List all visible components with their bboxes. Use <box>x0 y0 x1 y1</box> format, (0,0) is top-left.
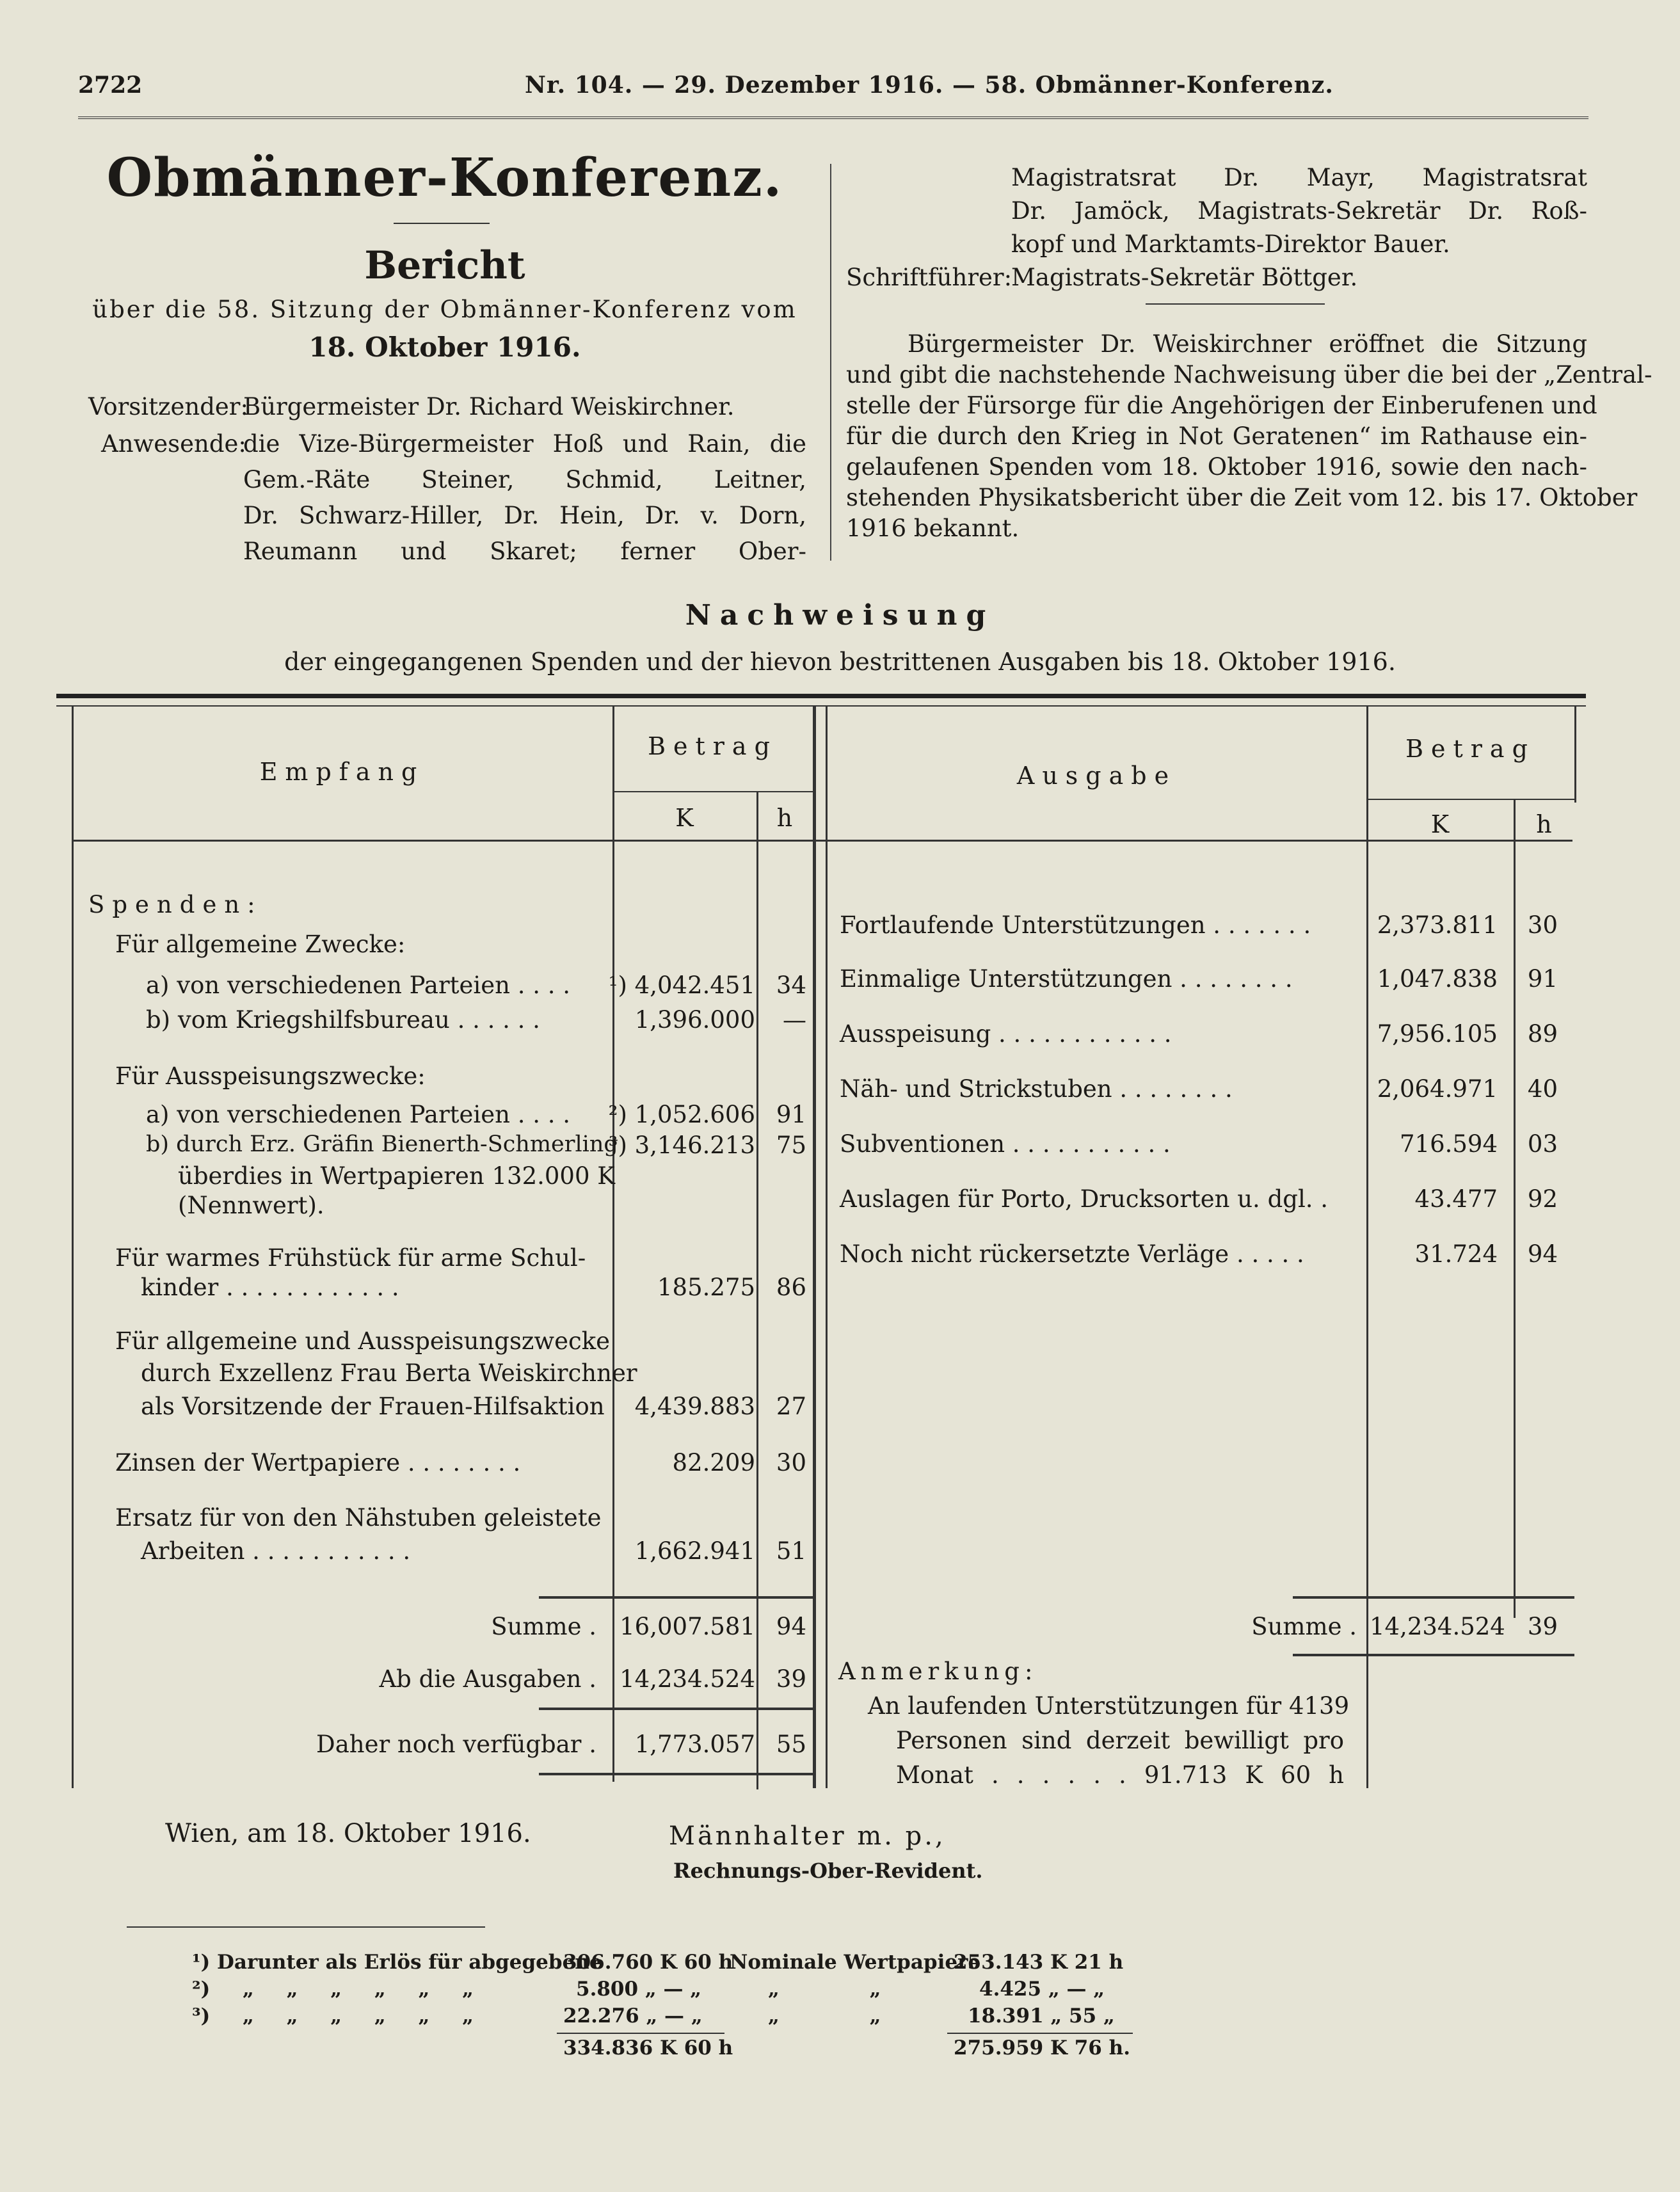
income-k: ²) 1,052.606 <box>608 1101 755 1128</box>
expense-item: Einmalige Unterstützungen . . . . . . . . <box>840 965 1293 993</box>
income-k: 1,396.000 <box>634 1006 755 1034</box>
income-item: durch Exzellenz Frau Berta Weiskirchner <box>141 1359 637 1387</box>
center-double-rule <box>813 707 816 1788</box>
report-subtitle: über die 58. Sitzung der Obmänner-Konferenz vom <box>92 296 797 323</box>
income-item: überdies in Wertpapieren 132.000 K <box>178 1162 615 1190</box>
present-line: die Vize-Bürgermeister Hoß und Rain, die <box>243 430 806 458</box>
available-rule <box>539 1708 813 1710</box>
note-line: Monat . . . . . . 91.713 K 60 h <box>896 1761 1344 1789</box>
income-item: b) vom Kriegshilfsbureau . . . . . . <box>146 1006 540 1034</box>
income-item: Für Ausspeisungszwecke: <box>115 1062 426 1090</box>
income-h: 91 <box>776 1101 806 1128</box>
expense-k: 2,373.811 <box>1377 911 1498 939</box>
note-label: Anmerkung: <box>838 1658 1038 1685</box>
col-h-header: h <box>776 804 793 832</box>
income-item: Ersatz für von den Nähstuben geleistete <box>115 1504 602 1532</box>
table-right-border <box>1574 707 1576 803</box>
expense-k: 43.477 <box>1414 1185 1498 1213</box>
present-cont-line: kopf und Marktamts-Direktor Bauer. <box>1011 230 1450 258</box>
col-k-header: K <box>675 804 694 832</box>
income-k: 4,439.883 <box>634 1393 755 1420</box>
income-sum-h: 94 <box>776 1613 806 1640</box>
title-rule <box>394 223 490 224</box>
income-item: Für allgemeine Zwecke: <box>115 931 406 958</box>
expense-item: Auslagen für Porto, Drucksorten u. dgl. . <box>840 1185 1329 1213</box>
expense-k: 2,064.971 <box>1377 1075 1498 1103</box>
running-head: Nr. 104. — 29. Dezember 1916. — 58. Obmänner-Konferenz. <box>525 72 1334 99</box>
available-label: Daher noch verfügbar . <box>316 1731 596 1758</box>
less-expenses-h: 39 <box>776 1665 806 1693</box>
available-h: 55 <box>776 1731 806 1758</box>
footnote-nominal: 22.276 „ — „ <box>563 2004 703 2028</box>
income-item: a) von verschiedenen Parteien . . . . <box>146 1101 571 1128</box>
income-h: 34 <box>776 972 806 999</box>
expense-sum-k: 14,234.524 <box>1370 1613 1505 1640</box>
statement-subtitle: der eingegangenen Spenden und der hievon bestrittenen Ausgaben bis 18. Oktober 1916. <box>284 648 1396 676</box>
col-rule-k-right <box>1366 707 1368 1788</box>
present-label: Anwesende: <box>101 430 246 458</box>
income-k: 185.275 <box>657 1274 755 1301</box>
income-h: 75 <box>776 1132 806 1159</box>
intro-line: 1916 bekannt. <box>846 515 1020 542</box>
present-line: Reumann und Skaret; ferner Ober- <box>243 538 806 565</box>
expense-item: Fortlaufende Unterstützungen . . . . . . . <box>840 911 1311 939</box>
expense-h: 94 <box>1527 1240 1558 1268</box>
sum-rule <box>539 1596 813 1599</box>
table-left-border <box>72 707 74 1788</box>
expense-item: Subventionen . . . . . . . . . . . <box>840 1130 1171 1158</box>
statement-title: Nachweisung <box>685 599 995 632</box>
amount-subrule-right <box>1366 799 1574 800</box>
expense-sum-h: 39 <box>1527 1613 1558 1640</box>
col-k-header-right: K <box>1430 810 1450 838</box>
amount-subrule <box>612 791 813 792</box>
footnote-total-rule <box>557 2033 724 2034</box>
header-bottom-rule <box>72 840 1572 842</box>
expense-h: 89 <box>1527 1020 1558 1048</box>
chair-label: Vorsitzender: <box>88 393 248 420</box>
footnote-label: ²) „ „ „ „ „ „ <box>192 1978 474 2001</box>
intro-line: stehenden Physikatsbericht über die Zeit vom 12. bis 17. Oktober <box>846 484 1638 511</box>
report-heading: Bericht <box>364 243 525 288</box>
intro-line: und gibt die nachstehende Nachweisung über die bei der „Zentral- <box>846 361 1652 388</box>
expense-h: 03 <box>1527 1130 1558 1158</box>
page-title: Obmänner-Konferenz. <box>106 147 783 209</box>
expense-item: Ausspeisung . . . . . . . . . . . . <box>840 1020 1172 1048</box>
expense-header: Ausgabe <box>1016 762 1177 790</box>
table-top-rule-inner <box>56 705 1586 707</box>
intro-line: Bürgermeister Dr. Weiskirchner eröffnet die Sitzung <box>908 330 1587 358</box>
available-k: 1,773.057 <box>634 1731 755 1758</box>
less-expenses-k: 14,234.524 <box>620 1665 755 1693</box>
expense-sum-label: Summe . <box>1251 1613 1357 1640</box>
expense-h: 91 <box>1527 965 1558 993</box>
report-date: 18. Oktober 1916. <box>308 332 581 363</box>
expense-item: Noch nicht rückersetzte Verläge . . . . . <box>840 1240 1304 1268</box>
income-sum-k: 16,007.581 <box>620 1613 755 1640</box>
income-k: 82.209 <box>672 1449 755 1476</box>
footnote-value: 4.425 „ — „ <box>979 1978 1105 2001</box>
expense-k: 716.594 <box>1399 1130 1498 1158</box>
expense-h: 92 <box>1527 1185 1558 1213</box>
available-bottom-rule <box>539 1773 813 1775</box>
note-line: Personen sind derzeit bewilligt pro <box>896 1727 1344 1754</box>
secretary-label: Schriftführer: <box>846 264 1012 291</box>
footnote-label: ³) „ „ „ „ „ „ <box>192 2004 474 2028</box>
income-h: — <box>783 1006 806 1034</box>
col-rule-h <box>756 791 758 1789</box>
footnote-securities: „ „ <box>768 1978 881 2001</box>
income-item: Arbeiten . . . . . . . . . . . <box>141 1537 411 1565</box>
income-item: kinder . . . . . . . . . . . . <box>141 1274 399 1301</box>
income-h: 51 <box>776 1537 806 1565</box>
income-item: als Vorsitzende der Frauen-Hilfsaktion <box>141 1393 605 1420</box>
income-k: 1,662.941 <box>634 1537 755 1565</box>
expense-k: 31.724 <box>1414 1240 1498 1268</box>
income-item: Zinsen der Wertpapiere . . . . . . . . <box>115 1449 521 1476</box>
header-rule <box>78 116 1588 119</box>
footnote-total-rule <box>947 2033 1133 2034</box>
secretary-rule <box>1146 303 1325 305</box>
expense-h: 30 <box>1527 911 1558 939</box>
amount-header-right: Betrag <box>1405 735 1535 763</box>
footnote-nominal: 306.760 K 60 h <box>563 1951 733 1974</box>
less-expenses-label: Ab die Ausgaben . <box>379 1665 596 1693</box>
chair-name: Bürgermeister Dr. Richard Weiskirchner. <box>243 393 735 420</box>
income-sum-label: Summe . <box>491 1613 596 1640</box>
page-number: 2722 <box>78 72 143 99</box>
note-line: An laufenden Unterstützungen für 4139 <box>868 1692 1350 1720</box>
footnote-value: 18.391 „ 55 „ <box>968 2004 1115 2028</box>
income-item: Für allgemeine und Ausspeisungszwecke <box>115 1327 611 1355</box>
present-line: Dr. Schwarz-Hiller, Dr. Hein, Dr. v. Dorn, <box>243 502 806 529</box>
income-item: Für warmes Frühstück für arme Schul- <box>115 1244 586 1272</box>
expense-k: 7,956.105 <box>1377 1020 1498 1048</box>
present-line: Gem.-Räte Steiner, Schmid, Leitner, <box>243 466 806 493</box>
present-cont-line: Dr. Jamöck, Magistrats-Sekretär Dr. Roß- <box>1011 197 1587 225</box>
income-h: 27 <box>776 1393 806 1420</box>
income-header: Empfang <box>259 758 425 786</box>
income-item: Spenden: <box>88 891 263 918</box>
intro-line: gelaufenen Spenden vom 18. Oktober 1916, sowie den nach- <box>846 453 1587 481</box>
expense-h: 40 <box>1527 1075 1558 1103</box>
income-h: 30 <box>776 1449 806 1476</box>
footnote-value: 253.143 K 21 h <box>954 1951 1124 1974</box>
footnote-nominal: 5.800 „ — „ <box>576 1978 702 2001</box>
footnote-total-value: 275.959 K 76 h. <box>954 2036 1131 2060</box>
footnote-label: ¹) Darunter als Erlös für abgegebene <box>192 1951 602 1974</box>
intro-line: stelle der Fürsorge für die Angehörigen der Einberufenen und <box>846 392 1597 419</box>
intro-line: für die durch den Krieg in Not Geratenen“ im Rathause ein- <box>846 422 1587 450</box>
center-double-rule <box>826 707 828 1788</box>
col-rule-h-right <box>1514 799 1516 1618</box>
signature-place-date: Wien, am 18. Oktober 1916. <box>165 1819 531 1848</box>
expense-sum-bottom-rule <box>1293 1654 1574 1656</box>
income-h: 86 <box>776 1274 806 1301</box>
expense-sum-rule <box>1293 1596 1574 1599</box>
col-h-header-right: h <box>1536 810 1552 838</box>
column-divider <box>830 164 831 561</box>
signature-name: Männhalter m. p., <box>669 1821 946 1851</box>
income-item: b) durch Erz. Gräfin Bienerth-Schmerling <box>146 1132 618 1157</box>
secretary-name: Magistrats-Sekretär Böttger. <box>1011 264 1358 291</box>
income-item: (Nennwert). <box>178 1192 324 1219</box>
signature-role: Rechnungs-Ober-Revident. <box>673 1859 983 1883</box>
amount-header: Betrag <box>648 732 778 760</box>
footnote-securities: „ „ <box>768 2004 881 2028</box>
present-cont-line: Magistratsrat Dr. Mayr, Magistratsrat <box>1011 164 1587 191</box>
table-top-rule <box>56 694 1586 698</box>
footnote-rule <box>127 1926 485 1928</box>
expense-item: Näh- und Strickstuben . . . . . . . . <box>840 1075 1233 1103</box>
footnote-total-nominal: 334.836 K 60 h <box>563 2036 733 2060</box>
expense-k: 1,047.838 <box>1377 965 1498 993</box>
income-item: a) von verschiedenen Parteien . . . . <box>146 972 571 999</box>
footnote-securities: Nominale Wertpapiere <box>730 1951 981 1974</box>
income-k: ¹) 4,042.451 <box>608 972 755 999</box>
income-k: ³) 3,146.213 <box>608 1132 755 1159</box>
